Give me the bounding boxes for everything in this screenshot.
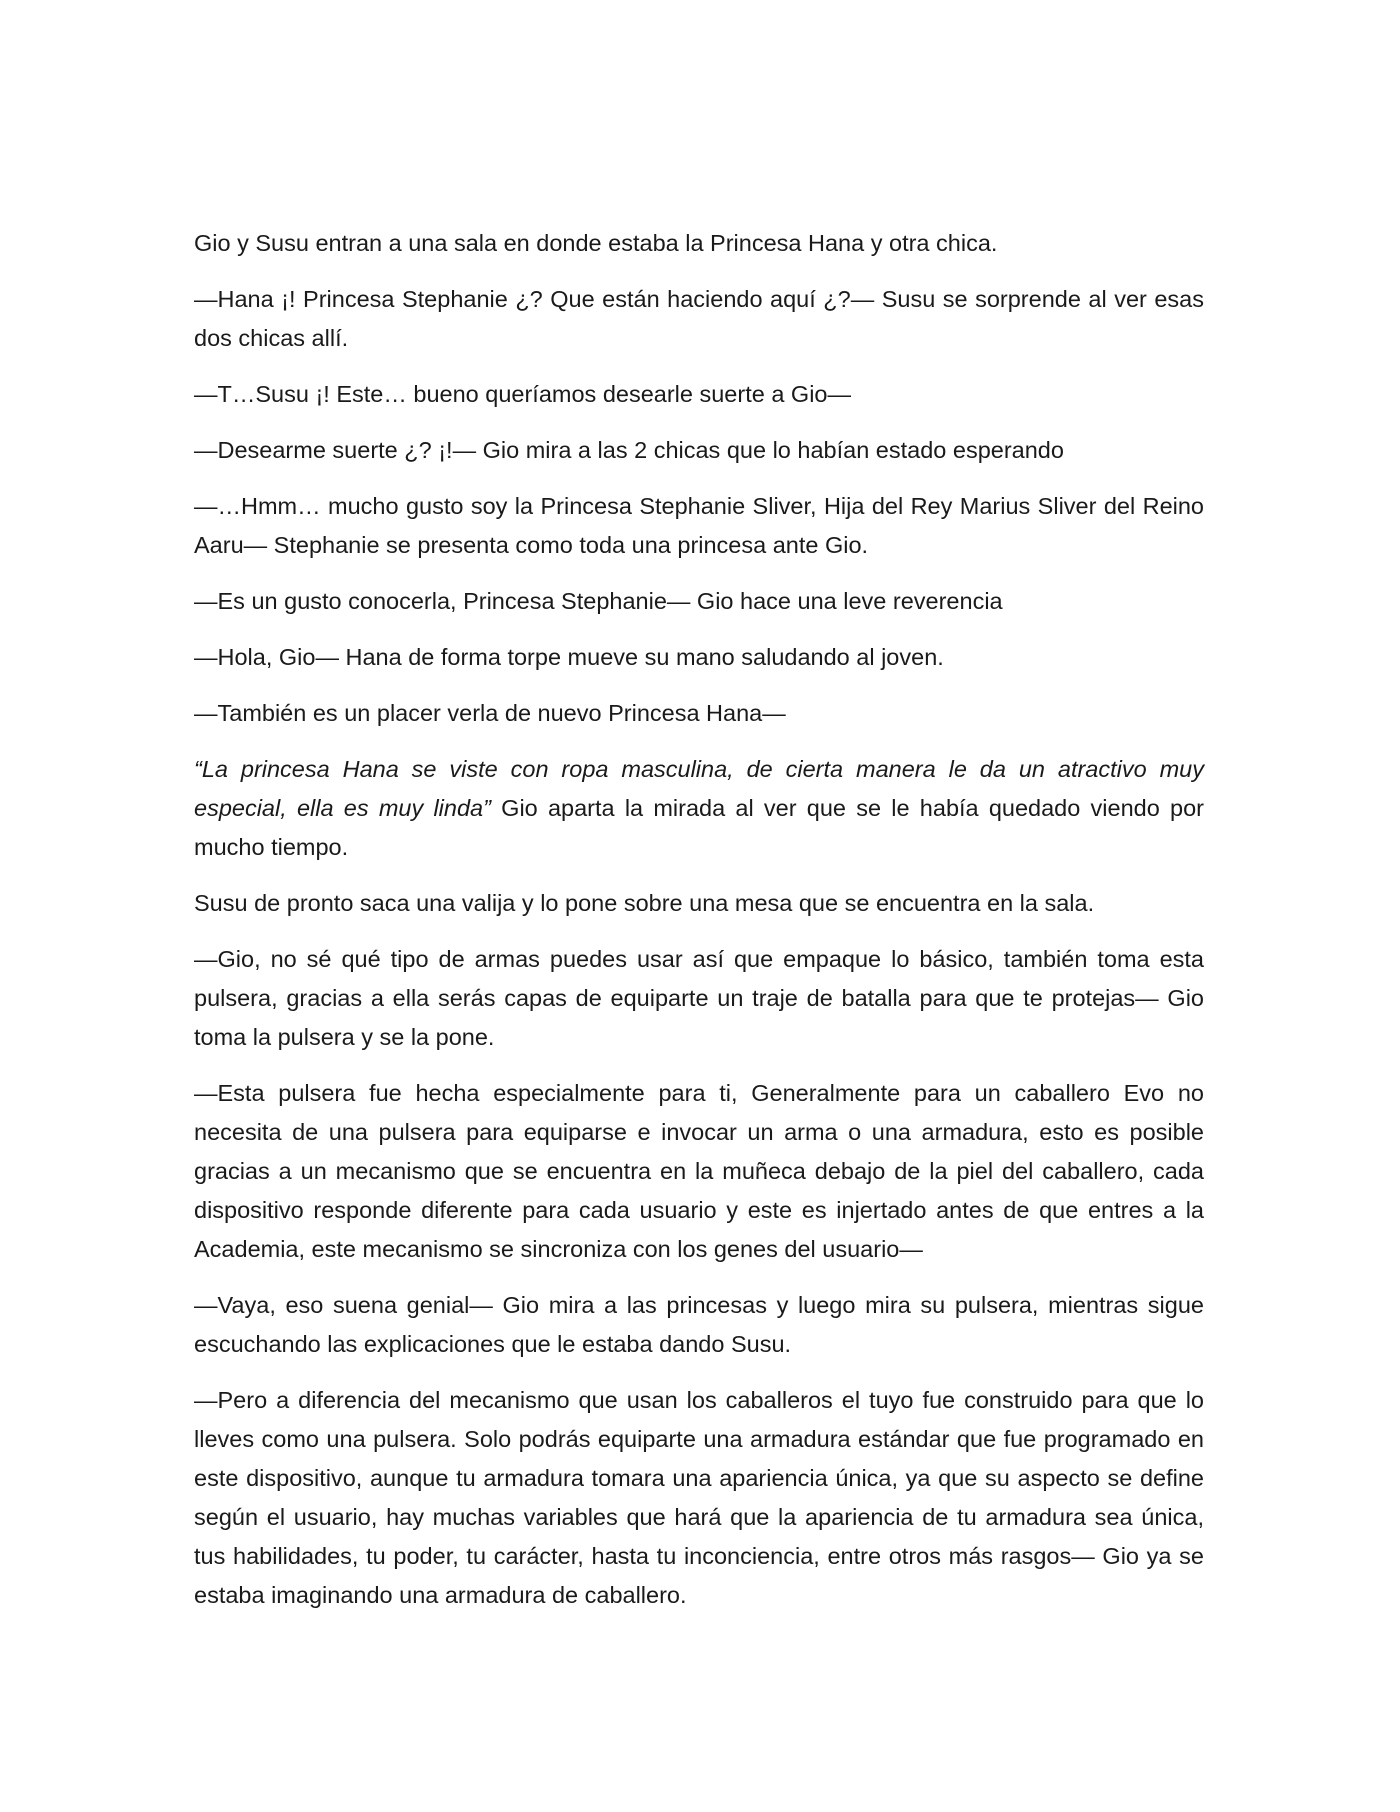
- paragraph: —T…Susu ¡! Este… bueno queríamos desearle suerte a Gio—: [194, 381, 852, 407]
- paragraph: —Hana ¡! Princesa Stephanie ¿? Que están haciendo aquí ¿?— Susu se sorprende al ver esas dos chicas allí.: [194, 286, 1204, 351]
- paragraph: —Vaya, eso suena genial— Gio mira a las princesas y luego mira su pulsera, mientras sigue escuchando las explicaciones que le estaba dando Susu.: [194, 1292, 1204, 1357]
- paragraph: —Pero a diferencia del mecanismo que usan los caballeros el tuyo fue construido para que lo lleves como una pulsera. Solo podrás equiparte una armadura estándar que fue programado en este dispositivo, aunque tu armadura tomara una apariencia única, ya que su aspecto se define según el usuario, hay muchas variables que hará que la apariencia de tu armadura sea única, tus habilidades, tu poder, tu carácter, hasta tu inconciencia, entre otros más rasgos— Gio ya se estaba imaginando una armadura de caballero.: [194, 1387, 1204, 1608]
- inner-thought-text: “La princesa Hana se viste con ropa masculina, de cierta manera le da un atractivo muy especial, ella es muy linda”: [194, 756, 1204, 821]
- paragraph: —Desearme suerte ¿? ¡!— Gio mira a las 2 chicas que lo habían estado esperando: [194, 437, 1064, 463]
- paragraph: —Esta pulsera fue hecha especialmente para ti, Generalmente para un caballero Evo no necesita de una pulsera para equiparse e invocar un arma o una armadura, esto es posible gracias a un mecanismo que se encuentra en la muñeca debajo de la piel del caballero, cada dispositivo responde diferente para cada usuario y este es injertado antes de que entres a la Academia, este mecanismo se sincroniza con los genes del usuario—: [194, 1080, 1204, 1262]
- document-body: [194, 224, 1204, 1632]
- paragraph: —Es un gusto conocerla, Princesa Stephanie— Gio hace una leve reverencia: [194, 588, 1003, 614]
- paragraph: —También es un placer verla de nuevo Princesa Hana—: [194, 700, 786, 726]
- paragraph: —Hola, Gio— Hana de forma torpe mueve su mano saludando al joven.: [194, 644, 944, 670]
- paragraph: Susu de pronto saca una valija y lo pone sobre una mesa que se encuentra en la sala.: [194, 890, 1095, 916]
- thought-paragraph: [194, 750, 1204, 867]
- narration-text: Gio aparta la mirada al ver que se le había quedado viendo por mucho tiempo.: [194, 795, 1204, 860]
- paragraph: Gio y Susu entran a una sala en donde estaba la Princesa Hana y otra chica.: [194, 230, 998, 256]
- paragraph: —…Hmm… mucho gusto soy la Princesa Stephanie Sliver, Hija del Rey Marius Sliver del Reino Aaru— Stephanie se presenta como toda una princesa ante Gio.: [194, 493, 1204, 558]
- paragraph: —Gio, no sé qué tipo de armas puedes usar así que empaque lo básico, también toma esta pulsera, gracias a ella serás capas de equiparte un traje de batalla para que te protejas— Gio toma la pulsera y se la pone.: [194, 946, 1204, 1050]
